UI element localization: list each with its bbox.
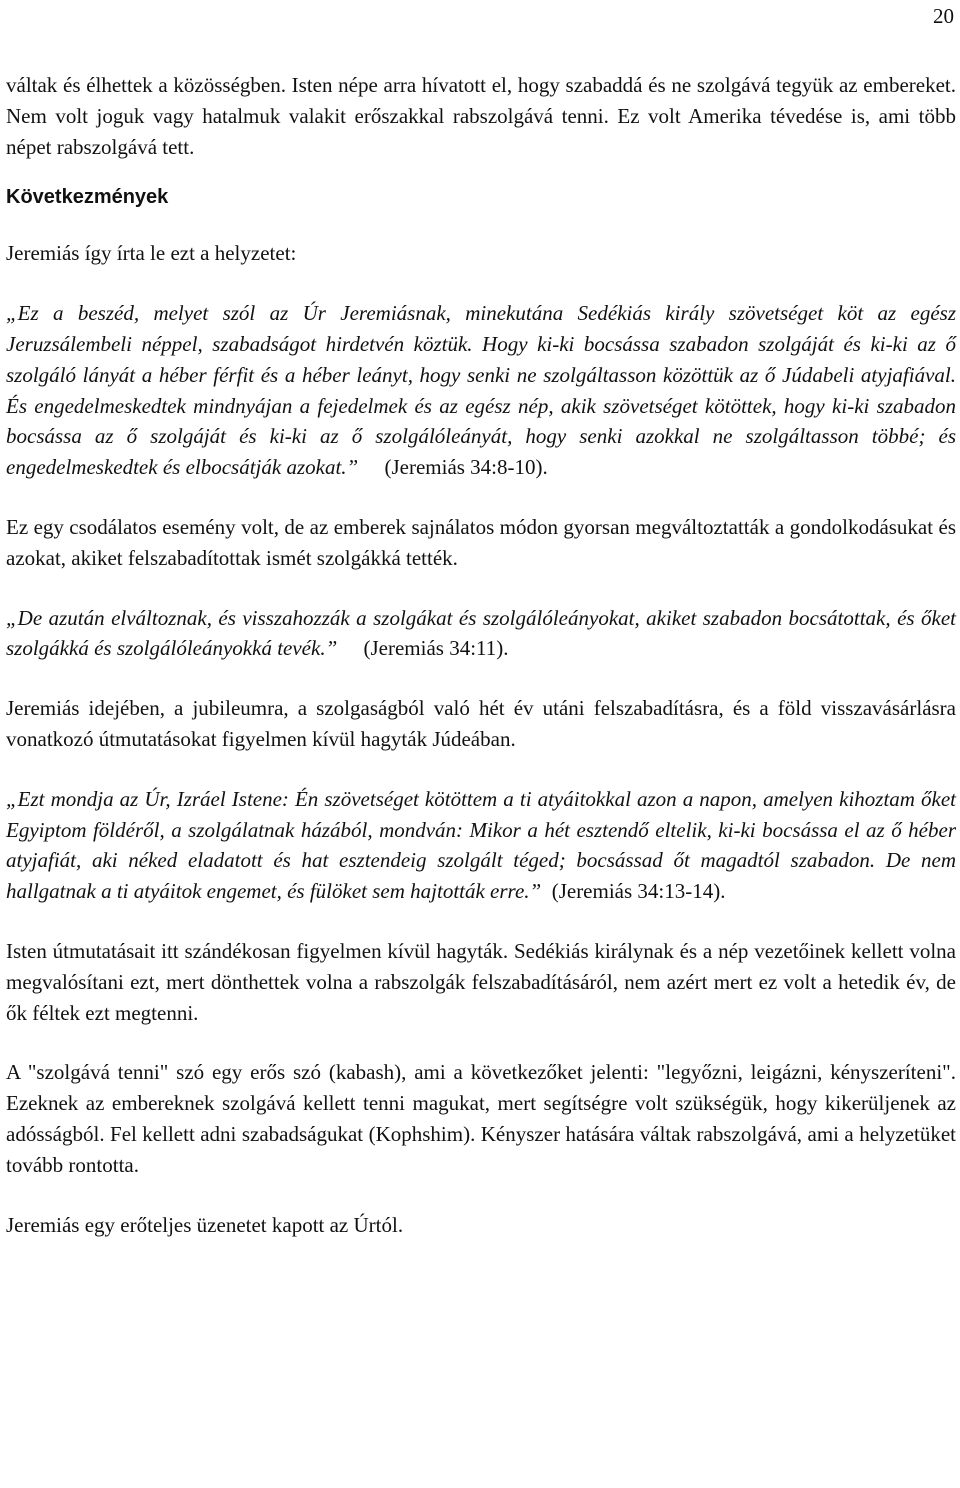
quote-text: „De azután elváltoznak, és visszahozzák a szolgákat és szolgálóleányokat, akiket szabadon bocsátottak, és őket szolgákká és szolgálóleányokká tevék.” (6, 605, 956, 661)
quote-reference: (Jeremiás 34:8-10). (384, 455, 548, 480)
paragraph-jubilee: Jeremiás idejében, a jubileumra, a szolgaságból való hét év utáni felszabadításra, és a föld visszavásárlásra vonatkozó útmutatásokat figyelmen kívül hagyták Júdeában. (6, 696, 956, 751)
paragraph-kabash: A "szolgává tenni" szó egy erős szó (kabash), ami a következőket jelenti: "legyőzni, leigázni, kényszeríteni". Ezeknek az embereknek szolgává kellett tenni magukat, mert segítségre volt szükségük, hogy kikerüljenek az adósságból. Fel kellett adni szabadságukat (Kophshim). Kényszer hatására váltak rabszolgává, ami a helyzetüket tovább rontotta. (6, 1060, 956, 1177)
paragraph-jeremiah-intro: Jeremiás így írta le ezt a helyzetet: (6, 241, 297, 266)
paragraph-wonderful-event: Ez egy csodálatos esemény volt, de az emberek sajnálatos módon gyorsan megváltoztatták a gondolkodásukat és azokat, akiket felszabadítottak ismét szolgákká tették. (6, 514, 956, 570)
section-heading: Következmények (6, 186, 169, 209)
quote-reference: (Jeremiás 34:13-14). (551, 879, 726, 904)
paragraph-ignored-guidance: Isten útmutatásait itt szándékosan figyelmen kívül hagyták. Sedékiás királynak és a nép vezetőinek kellett volna megvalósítani ezt, mert dönthettek volna a rabszolgák felszabadításáról, nem azért mert ez volt a hetedik év, de ők féltek ezt megtenni. (6, 938, 956, 1025)
paragraph-powerful-message: Jeremiás egy erőteljes üzenetet kapott az Úrtól. (6, 1212, 404, 1237)
quote-jeremiah-34-11 (6, 603, 956, 665)
quote-jeremiah-34-8 (6, 298, 956, 483)
quote-jeremiah-34-13 (6, 784, 956, 907)
quote-text: „Ez a beszéd, melyet szól az Úr Jeremiásnak, minekutána Sedékiás király szövetséget köt az egész Jeruzsálembeli néppel, szabadságot hirdetvén köztük. Hogy ki-ki bocsássa szabadon szolgáját és ki-ki az ő szolgáló lányát a héber férfit és a héber leányt, hogy senki ne szolgáltasson közöttük az ő Júdabeli atyjafiával. És engedelmeskedtek mindnyájan a fejedelmek és az egész nép, akik szövetséget kötöttek, hogy ki-ki szabadon bocsássa az ő szolgáját és ki-ki az ő szolgálóleányát, hogy senki azokkal ne szolgáltasson többé; és engedelmeskedtek és elbocsátják azokat.” (6, 301, 956, 480)
document-body (6, 70, 956, 1269)
page-number: 20 (933, 4, 954, 28)
quote-text: „Ezt mondja az Úr, Izráel Istene: Én szövetséget kötöttem a ti atyáitokkal azon a napon, amelyen kihoztam őket Egyiptom földéről, a szolgálatnak házából, mondván: Mikor a hét esztendő eltelik, ki-ki bocsássa el az ő héber atyjafiát, aki néked eladatott és hat esztendeig szolgált téged; bocsássad őt magadtól szabadon. De nem hallgatnak a ti atyáitok engemet, és fülöket sem hajtották erre.” (6, 786, 956, 904)
quote-reference: (Jeremiás 34:11). (363, 636, 509, 661)
paragraph-slavery-intro: váltak és élhettek a közösségben. Isten népe arra hívatott el, hogy szabaddá és ne szolgává tegyük az embereket. Nem volt joguk vagy hatalmuk valakit erőszakkal rabszolgává tenni. Ez volt Amerika tévedése is, ami több népet rabszolgává tett. (6, 73, 956, 159)
